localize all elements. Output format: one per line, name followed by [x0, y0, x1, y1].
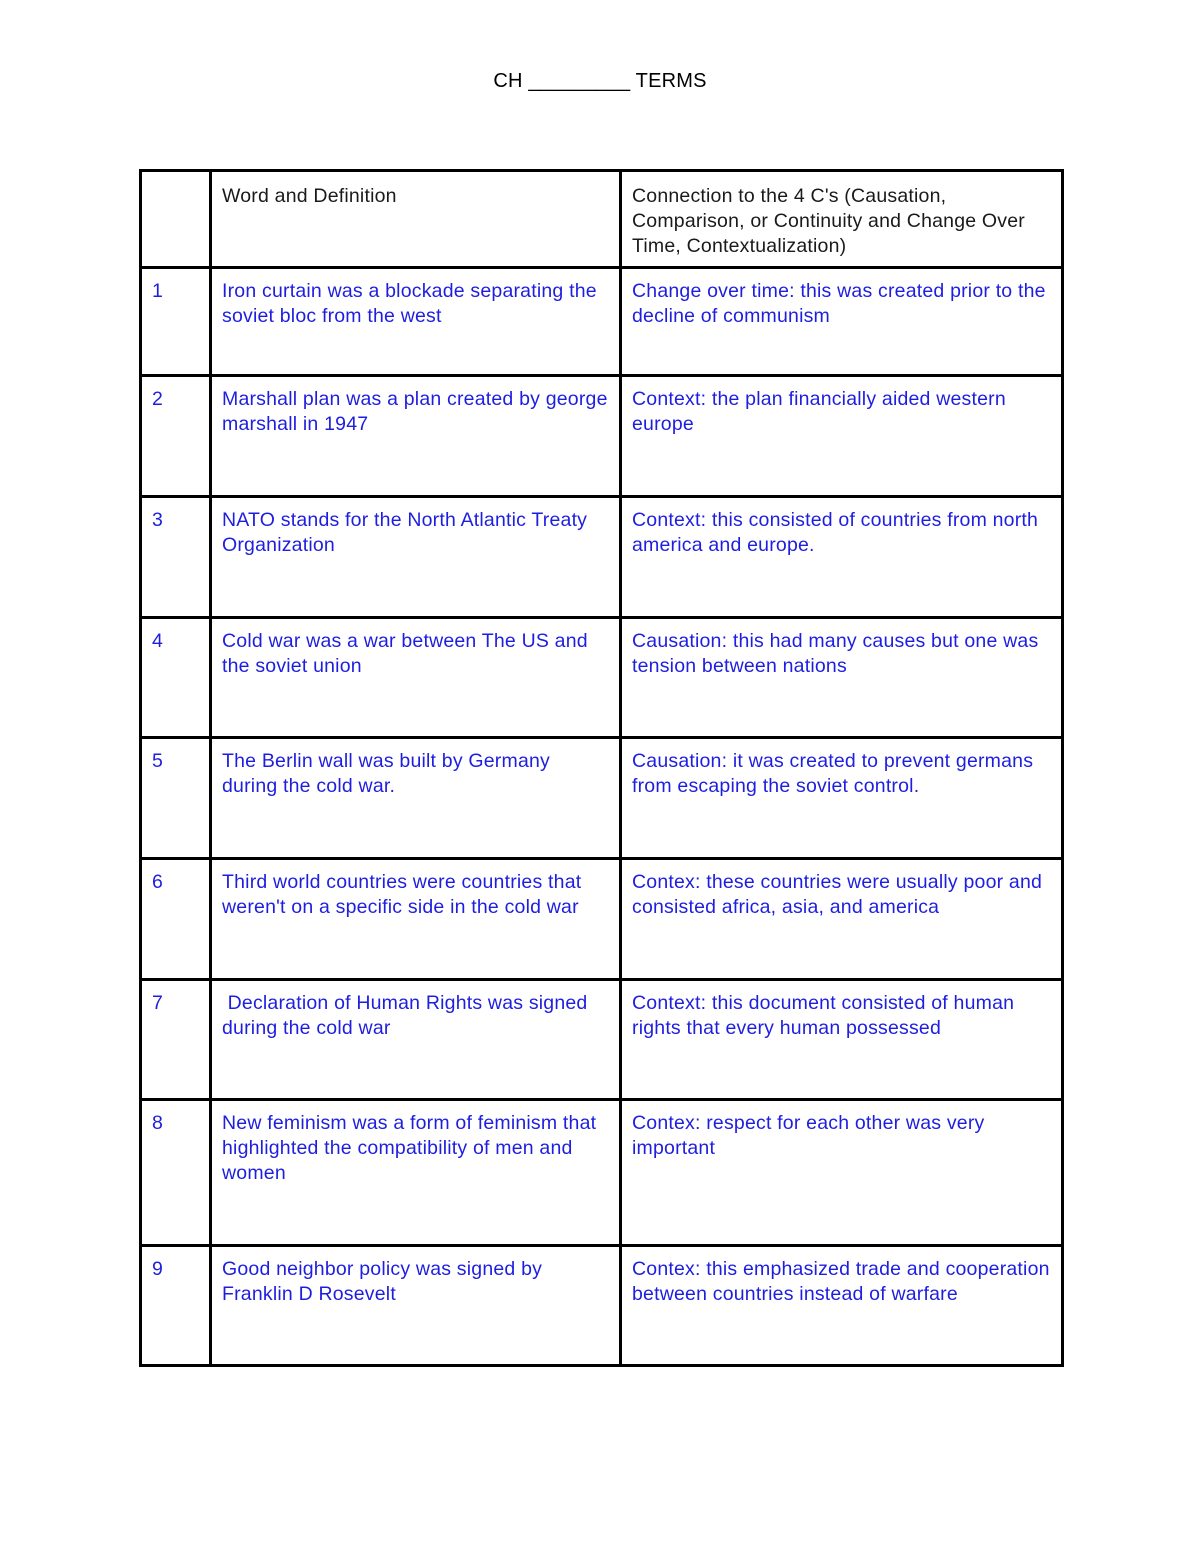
connection-cell[interactable]: Contex: these countries were usually poor and consisted africa, asia, and america	[621, 859, 1063, 980]
connection-cell[interactable]: Change over time: this was created prior to the decline of communism	[621, 268, 1063, 376]
row-number-cell[interactable]: 1	[141, 268, 211, 376]
word-definition-cell[interactable]: Declaration of Human Rights was signed during the cold war	[211, 980, 621, 1100]
connection-cell[interactable]: Causation: it was created to prevent germans from escaping the soviet control.	[621, 738, 1063, 859]
row-number-cell[interactable]: 2	[141, 376, 211, 497]
header-number-cell[interactable]	[141, 171, 211, 268]
word-definition-cell[interactable]: The Berlin wall was built by Germany during the cold war.	[211, 738, 621, 859]
table-row	[141, 980, 1063, 1100]
terms-table	[139, 169, 1064, 1367]
table-row	[141, 859, 1063, 980]
connection-cell[interactable]: Context: this document consisted of human rights that every human possessed	[621, 980, 1063, 1100]
row-number-cell[interactable]: 9	[141, 1246, 211, 1366]
row-number-cell[interactable]: 5	[141, 738, 211, 859]
row-number-cell[interactable]: 3	[141, 497, 211, 618]
row-number-cell[interactable]: 8	[141, 1100, 211, 1246]
table-row	[141, 497, 1063, 618]
table-row	[141, 738, 1063, 859]
row-number-cell[interactable]: 4	[141, 618, 211, 738]
word-definition-cell[interactable]: Good neighbor policy was signed by Franklin D Rosevelt	[211, 1246, 621, 1366]
table-row	[141, 618, 1063, 738]
page-title: CH _________ TERMS	[493, 70, 707, 92]
table-header-row	[141, 171, 1063, 268]
connection-cell[interactable]: Causation: this had many causes but one was tension between nations	[621, 618, 1063, 738]
connection-cell[interactable]: Context: the plan financially aided western europe	[621, 376, 1063, 497]
row-number-cell[interactable]: 7	[141, 980, 211, 1100]
table-row	[141, 1246, 1063, 1366]
header-word-cell[interactable]: Word and Definition	[211, 171, 621, 268]
word-definition-cell[interactable]: NATO stands for the North Atlantic Treaty Organization	[211, 497, 621, 618]
table-row	[141, 1100, 1063, 1246]
word-definition-cell[interactable]: Cold war was a war between The US and the soviet union	[211, 618, 621, 738]
table-row	[141, 268, 1063, 376]
connection-cell[interactable]: Context: this consisted of countries from north america and europe.	[621, 497, 1063, 618]
connection-cell[interactable]: Contex: this emphasized trade and cooperation between countries instead of warfare	[621, 1246, 1063, 1366]
word-definition-cell[interactable]: New feminism was a form of feminism that highlighted the compatibility of men and women	[211, 1100, 621, 1246]
word-definition-cell[interactable]: Third world countries were countries that weren't on a specific side in the cold war	[211, 859, 621, 980]
row-number-cell[interactable]: 6	[141, 859, 211, 980]
header-connection-cell[interactable]: Connection to the 4 C's (Causation, Comparison, or Continuity and Change Over Time, Contextualization)	[621, 171, 1063, 268]
word-definition-cell[interactable]: Iron curtain was a blockade separating the soviet bloc from the west	[211, 268, 621, 376]
table-row	[141, 376, 1063, 497]
connection-cell[interactable]: Contex: respect for each other was very important	[621, 1100, 1063, 1246]
word-definition-cell[interactable]: Marshall plan was a plan created by george marshall in 1947	[211, 376, 621, 497]
